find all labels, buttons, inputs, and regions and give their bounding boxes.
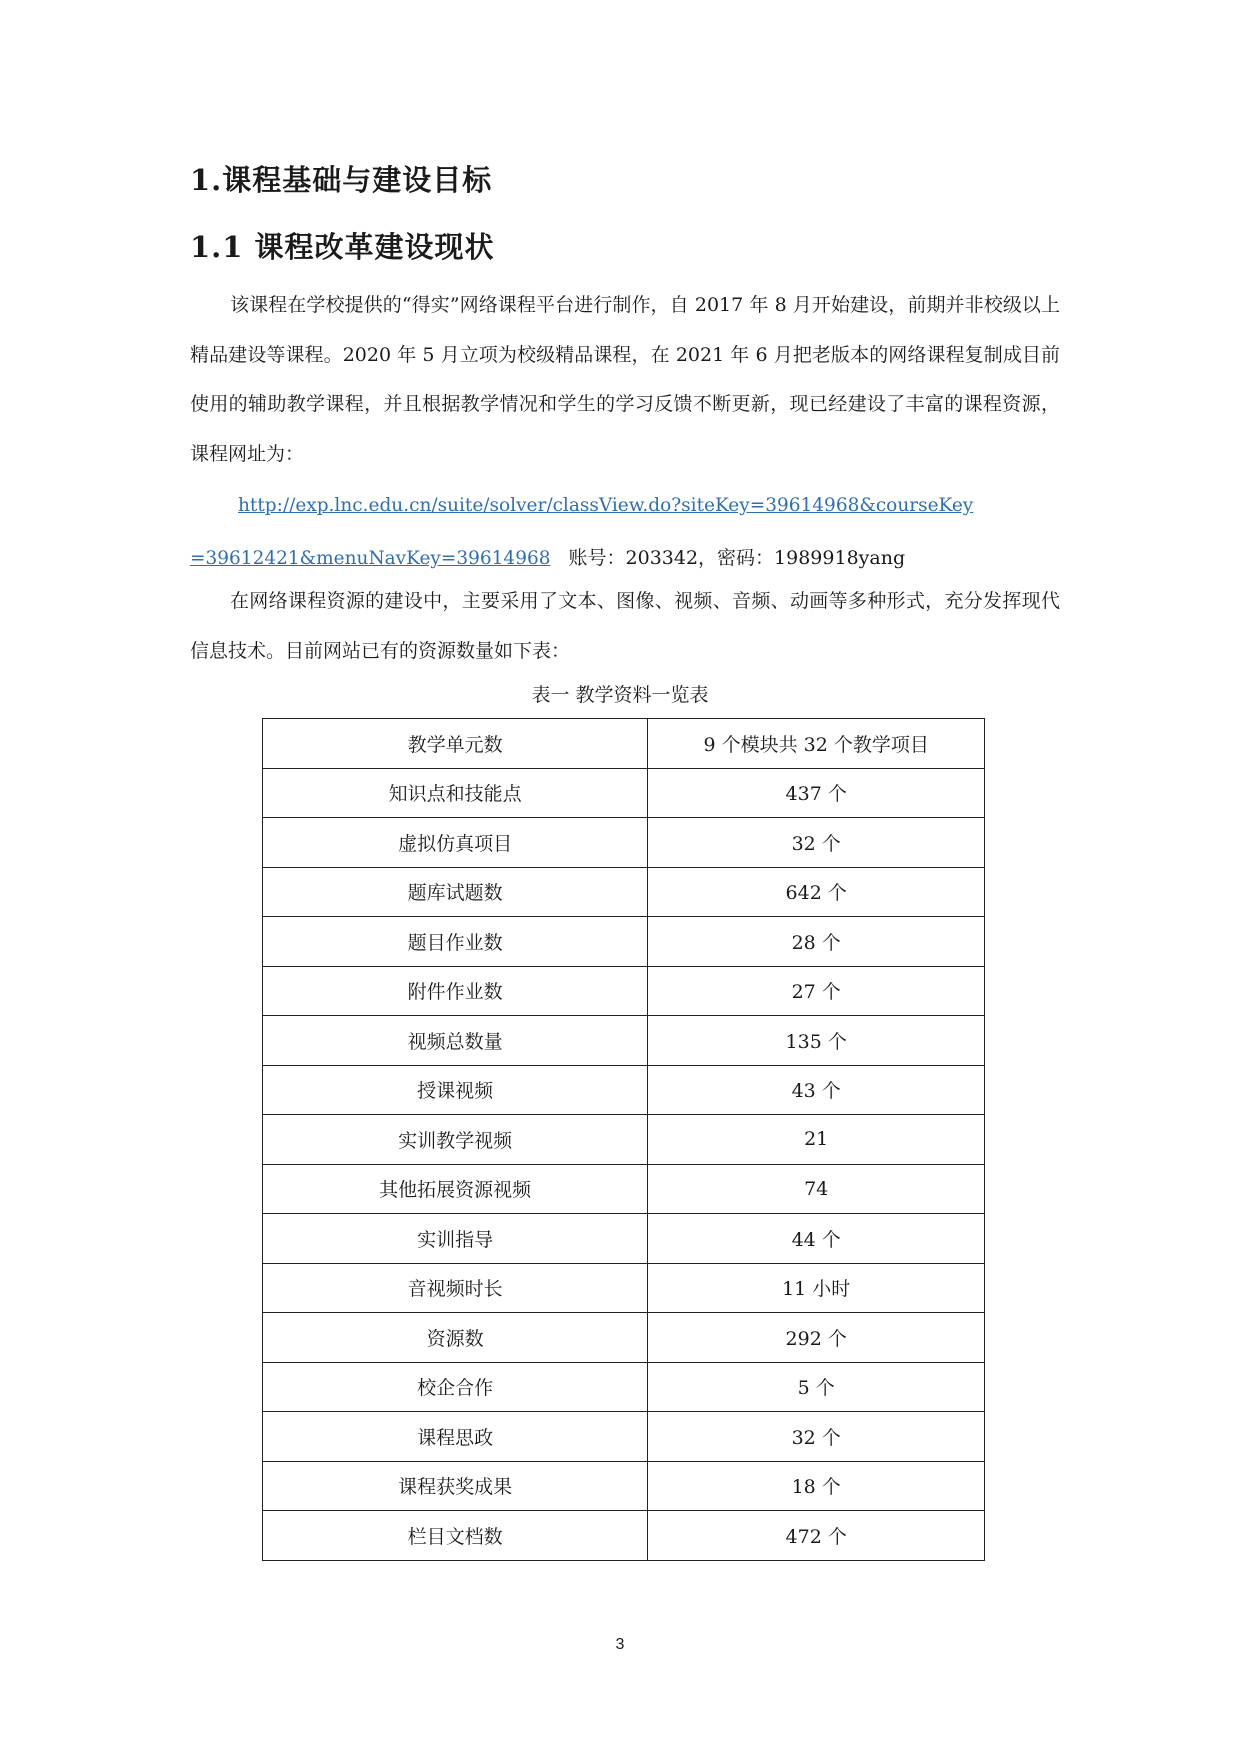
table-cell-value: 21 — [648, 1115, 985, 1165]
resources-table-body — [263, 719, 985, 1561]
table-cell-label: 课程获奖成果 — [263, 1461, 648, 1511]
table-cell-value: 27 个 — [648, 966, 985, 1016]
table-row — [263, 1016, 985, 1066]
table-cell-label: 教学单元数 — [263, 719, 648, 769]
table-cell-label: 资源数 — [263, 1313, 648, 1363]
table-cell-label: 题目作业数 — [263, 917, 648, 967]
account-credentials: 账号：203342，密码：1989918yang — [568, 547, 906, 569]
table-cell-label: 知识点和技能点 — [263, 768, 648, 818]
table-cell-value: 292 个 — [648, 1313, 985, 1363]
table-cell-label: 栏目文档数 — [263, 1511, 648, 1561]
table-cell-value: 18 个 — [648, 1461, 985, 1511]
course-url-link-part-1[interactable]: http://exp.lnc.edu.cn/suite/solver/classView.do?siteKey=39614968&courseKey — [238, 495, 974, 516]
table-cell-value: 472 个 — [648, 1511, 985, 1561]
table-cell-value: 44 个 — [648, 1214, 985, 1264]
resources-table — [262, 718, 985, 1561]
table-cell-label: 视频总数量 — [263, 1016, 648, 1066]
table-cell-value: 642 个 — [648, 867, 985, 917]
table-row — [263, 1263, 985, 1313]
course-link-block — [190, 479, 1070, 585]
table-row — [263, 867, 985, 917]
table-row — [263, 1412, 985, 1462]
table-cell-value: 74 — [648, 1164, 985, 1214]
table-cell-value: 11 小时 — [648, 1263, 985, 1313]
table-cell-value: 9 个模块共 32 个教学项目 — [648, 719, 985, 769]
table-cell-value: 437 个 — [648, 768, 985, 818]
table-cell-value: 5 个 — [648, 1362, 985, 1412]
table-row — [263, 818, 985, 868]
table-cell-value: 43 个 — [648, 1065, 985, 1115]
table-row — [263, 768, 985, 818]
table-row — [263, 1065, 985, 1115]
table-cell-label: 授课视频 — [263, 1065, 648, 1115]
table-cell-label: 附件作业数 — [263, 966, 648, 1016]
table-cell-value: 32 个 — [648, 1412, 985, 1462]
table-cell-label: 虚拟仿真项目 — [263, 818, 648, 868]
intro-paragraph: 该课程在学校提供的“得实”网络课程平台进行制作，自 2017 年 8 月开始建设，前期并非校级以上精品建设等课程。2020 年 5 月立项为校级精品课程，在 2021 年 6 月把老版本的网络课程复制成目前使用的辅助教学课程，并且根据教学情况和学生的学习反馈不断更新，现已经建设了丰富的课程资源，课程网址为： — [190, 294, 1060, 465]
table-row — [263, 917, 985, 967]
table-cell-label: 音视频时长 — [263, 1263, 648, 1313]
table-row — [263, 966, 985, 1016]
table-row — [263, 1461, 985, 1511]
table-cell-label: 校企合作 — [263, 1362, 648, 1412]
table-caption: 表一 教学资料一览表 — [531, 684, 709, 706]
table-row — [263, 1362, 985, 1412]
table-row — [263, 1164, 985, 1214]
course-url-link-part-2[interactable]: =39612421&menuNavKey=39614968 — [190, 548, 551, 569]
table-cell-label: 实训教学视频 — [263, 1115, 648, 1165]
course-link-line-1 — [190, 479, 1070, 532]
subsection-heading: 1.1 课程改革建设现状 — [190, 230, 495, 264]
table-cell-label: 实训指导 — [263, 1214, 648, 1264]
table-cell-label: 课程思政 — [263, 1412, 648, 1462]
section-heading: 1.课程基础与建设目标 — [190, 163, 493, 197]
table-row — [263, 1511, 985, 1561]
table-row — [263, 1313, 985, 1363]
table-row — [263, 719, 985, 769]
table-cell-value: 32 个 — [648, 818, 985, 868]
table-cell-value: 135 个 — [648, 1016, 985, 1066]
table-cell-label: 题库试题数 — [263, 867, 648, 917]
resources-paragraph: 在网络课程资源的建设中，主要采用了文本、图像、视频、音频、动画等多种形式，充分发挥现代信息技术。目前网站已有的资源数量如下表： — [190, 590, 1060, 662]
table-cell-label: 其他拓展资源视频 — [263, 1164, 648, 1214]
table-row — [263, 1214, 985, 1264]
page-number: 3 — [615, 1636, 625, 1653]
table-cell-value: 28 个 — [648, 917, 985, 967]
table-row — [263, 1115, 985, 1165]
